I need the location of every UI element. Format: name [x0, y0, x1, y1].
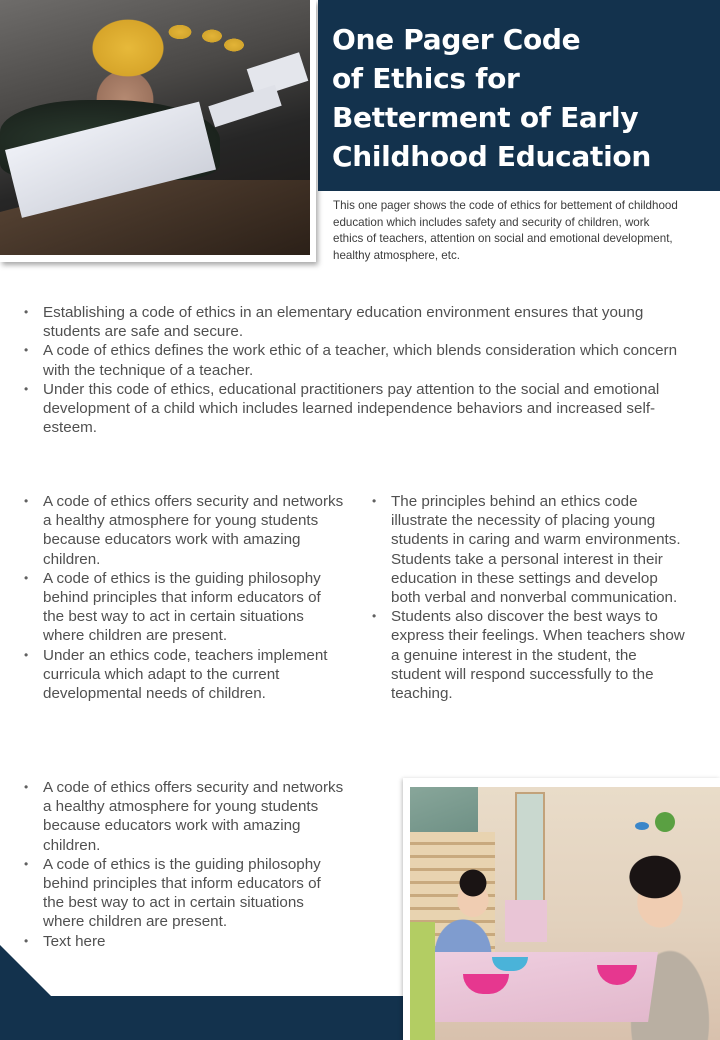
bullet-item: • Under an ethics code, teachers implement curricula which adapt to the current developmental needs of children. [24, 646, 344, 704]
photo-child-detail [428, 855, 503, 960]
bullet-item: • Establishing a code of ethics in an elementary education environment ensures that young students are safe and secure. [24, 303, 684, 341]
photo-chair-detail [505, 900, 547, 942]
title-line: Childhood Education [332, 140, 651, 173]
photo-wall-decal-detail [655, 812, 675, 832]
middle-left-bullet-list [24, 492, 344, 703]
photo-paper-detail [208, 85, 281, 128]
bottom-bullet-list [24, 778, 344, 951]
title-line: Betterment of Early [332, 101, 639, 134]
decorative-corner-triangle [0, 945, 52, 997]
page-title [332, 20, 712, 176]
bullet-item: • A code of ethics offers security and networks a healthy atmosphere for young students because educators work with amazing children. [24, 778, 344, 855]
title-line: One Pager Code [332, 23, 581, 56]
photo-chair-detail [410, 922, 435, 1040]
title-banner [318, 0, 720, 191]
bullet-item: • A code of ethics offers security and networks a healthy atmosphere for young students because educators work with amazing children. [24, 492, 344, 569]
bottom-photo-frame [403, 778, 720, 1040]
bullet-item: • A code of ethics is the guiding philosophy behind principles that inform educators of the best way to act in certain situations where children are present. [24, 569, 344, 646]
bullet-item: • Text here [24, 932, 344, 951]
title-line: of Ethics for [332, 62, 520, 95]
kindergarten-children-photo [410, 787, 720, 1040]
photo-table-detail [413, 952, 658, 1022]
top-photo-frame [0, 0, 316, 262]
photo-door-detail [515, 792, 545, 916]
page-subtitle: This one pager shows the code of ethics for bettement of childhood education which includes safety and security of children, work ethics of teachers, attention on social and emotional development, healthy atmosphere, etc. [333, 199, 678, 262]
middle-right-bullet-list [372, 492, 687, 703]
bullet-item: • Under this code of ethics, educational practitioners pay attention to the social and emotional development of a child which includes learned independence behaviors and increased self-esteem. [24, 380, 684, 438]
bullet-item: • The principles behind an ethics code illustrate the necessity of placing young students in caring and warm environments. Students take a personal interest in their education in these settings and develop both verbal and nonverbal communication. [372, 492, 687, 607]
children-writing-photo [0, 0, 310, 255]
bullet-item: • Students also discover the best ways to express their feelings. When teachers show a genuine interest in the student, the student will respond successfully to the teaching. [372, 607, 687, 703]
bullet-item: • A code of ethics is the guiding philosophy behind principles that inform educators of the best way to act in certain situations where children are present. [24, 855, 344, 932]
intro-bullet-list [24, 303, 684, 437]
decorative-footer-bar [0, 996, 405, 1040]
photo-wall-decal-detail [635, 822, 649, 830]
bullet-item: • A code of ethics defines the work ethic of a teacher, which blends consideration which concern with the technique of a teacher. [24, 341, 684, 379]
photo-window-detail [410, 787, 478, 837]
